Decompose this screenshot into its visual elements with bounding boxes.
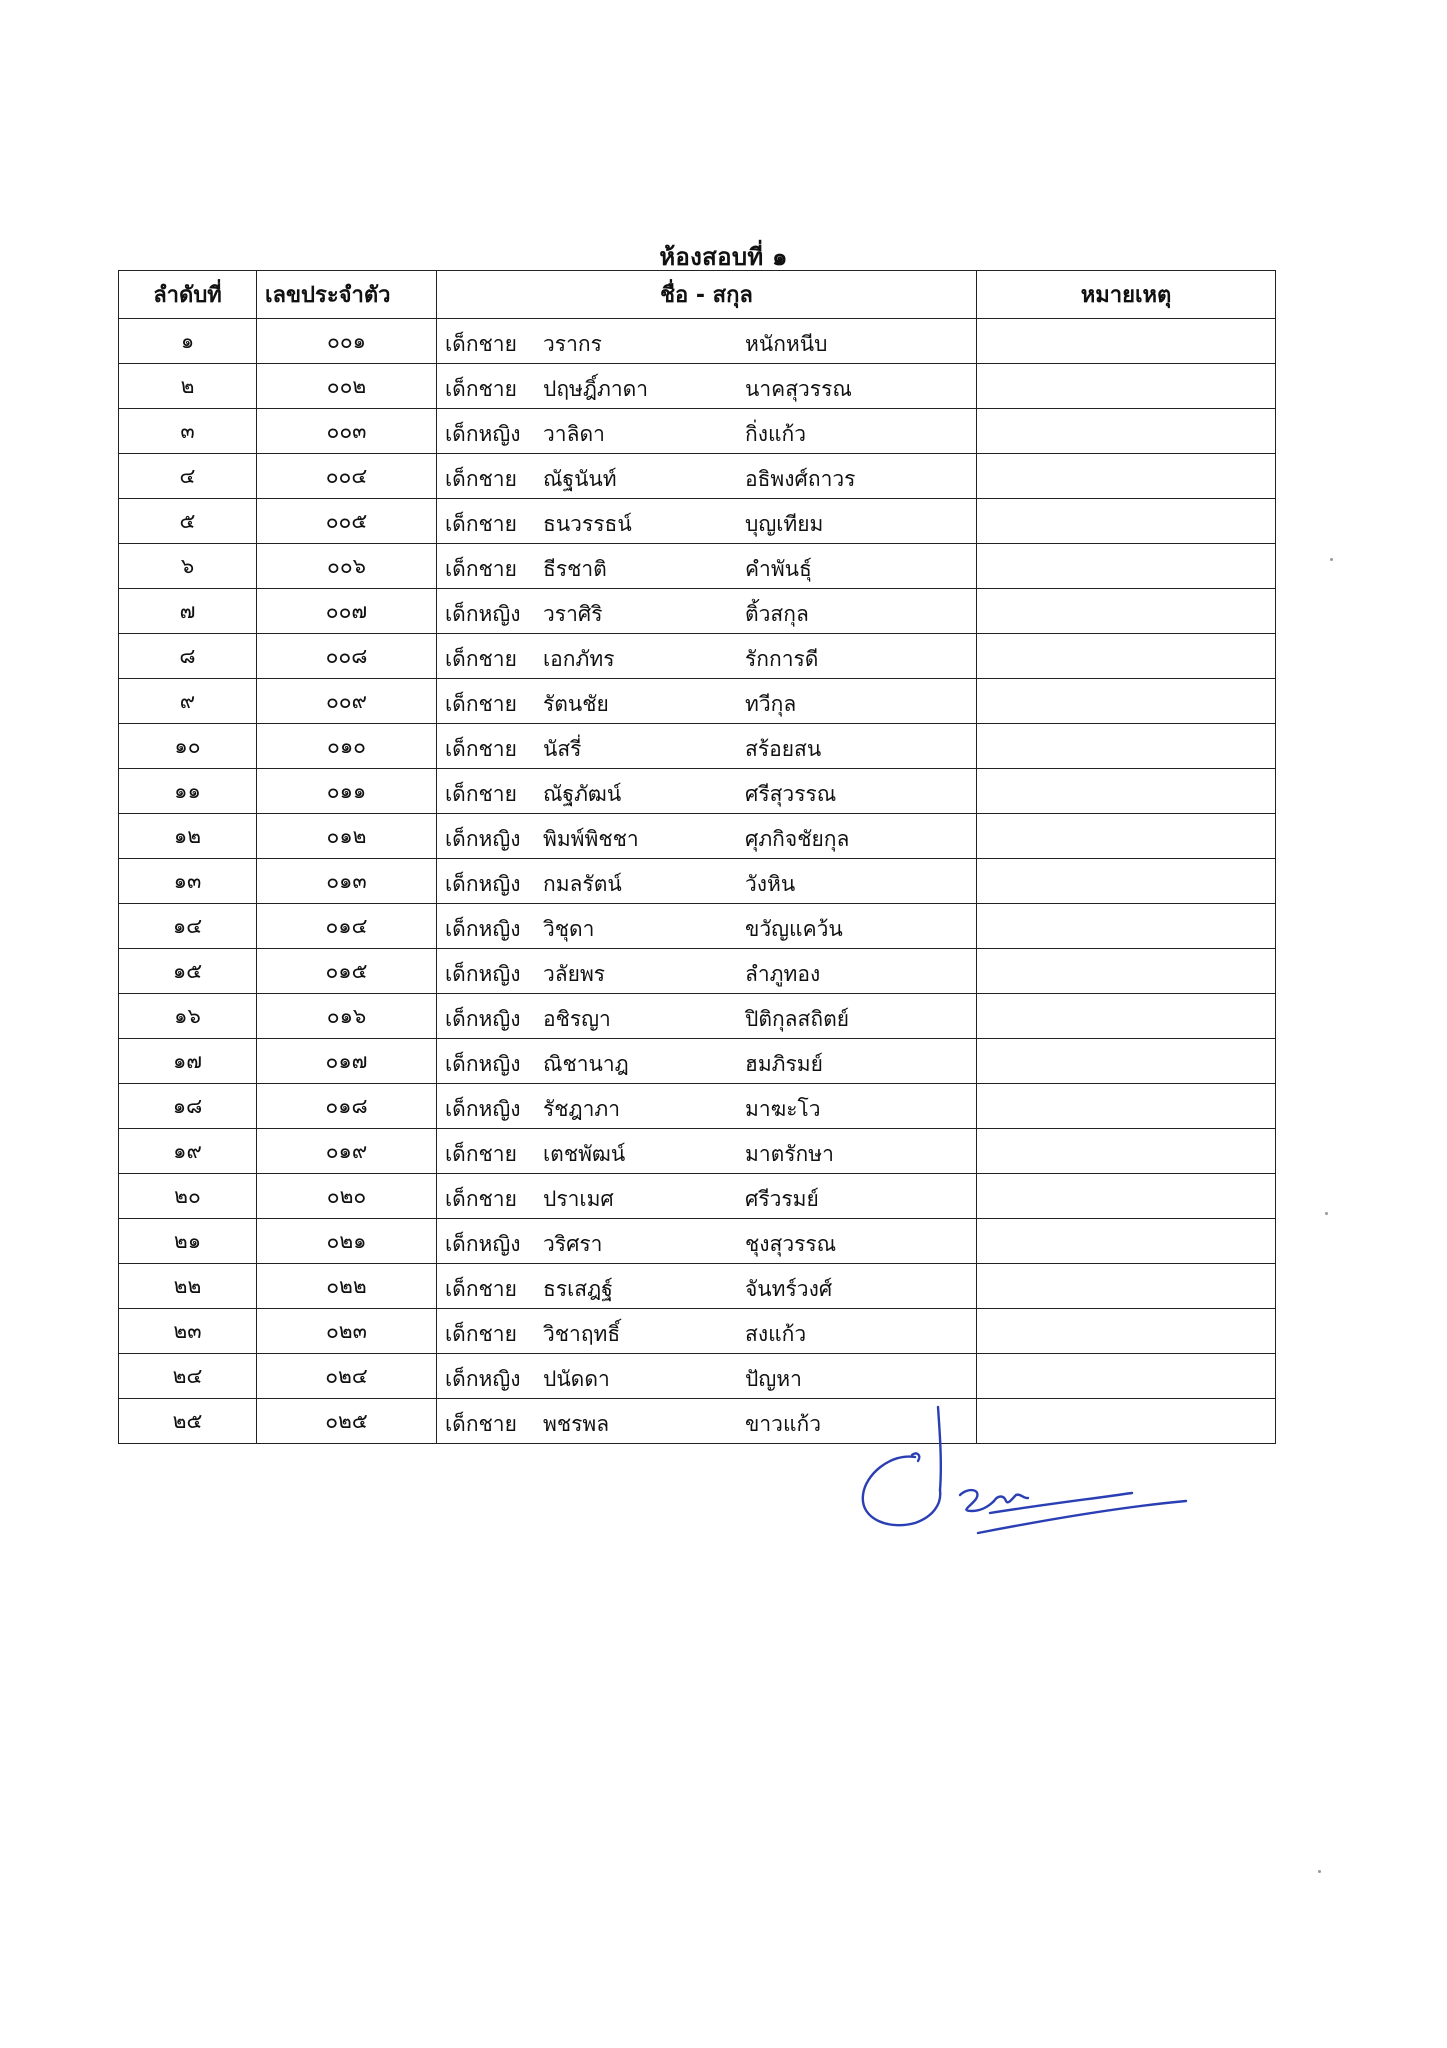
name-prefix: เด็กชาย [445,377,517,401]
last-name: มาตรักษา [745,1142,834,1166]
last-name: ทวีกุล [745,692,797,716]
student-id-cell: ๐๒๓ [257,1309,437,1354]
order-number-cell: ๑๓ [119,859,257,904]
first-name: ธนวรรธน์ [543,512,632,536]
order-number-cell: ๑๔ [119,904,257,949]
order-number-cell: ๕ [119,499,257,544]
student-id-cell: ๐๒๑ [257,1219,437,1264]
first-name: วิชุดา [543,917,595,941]
name-prefix: เด็กชาย [445,647,517,671]
order-number-cell: ๒๔ [119,1354,257,1399]
name-prefix: เด็กชาย [445,737,517,761]
order-number-cell: ๘ [119,634,257,679]
order-number-cell: ๑๐ [119,724,257,769]
last-name: มาฆะโว [745,1097,821,1121]
table-row [119,319,1276,364]
remarks-cell [977,1039,1276,1084]
last-name: ปัญหา [745,1367,802,1391]
first-name: ปนัดดา [543,1367,610,1391]
remarks-cell [977,1129,1276,1174]
order-number-cell: ๙ [119,679,257,724]
table-row [119,1129,1276,1174]
first-name: พชรพล [543,1412,610,1436]
scan-speck [1330,558,1333,561]
roster-body [119,319,1276,1444]
remarks-cell [977,1354,1276,1399]
name-prefix: เด็กหญิง [445,1052,521,1076]
order-number-cell: ๒๓ [119,1309,257,1354]
handwritten-signature [860,1395,1190,1545]
last-name: สร้อยสน [745,737,822,761]
student-id-cell: ๐๐๒ [257,364,437,409]
last-name: ติ้วสกุล [745,602,809,626]
order-number-cell: ๔ [119,454,257,499]
order-number-cell: ๑๑ [119,769,257,814]
first-name: รัชฎาภา [543,1097,621,1121]
full-name-cell [437,1129,977,1174]
name-prefix: เด็กชาย [445,512,517,536]
student-id-cell: ๐๑๔ [257,904,437,949]
student-id-cell: ๐๐๖ [257,544,437,589]
last-name: นาคสุวรรณ [745,377,852,401]
name-prefix: เด็กชาย [445,1322,517,1346]
remarks-cell [977,364,1276,409]
remarks-cell [977,814,1276,859]
remarks-cell [977,1309,1276,1354]
order-number-cell: ๑๒ [119,814,257,859]
student-id-cell: ๐๒๒ [257,1264,437,1309]
header-row [119,271,1276,319]
remarks-cell [977,634,1276,679]
full-name-cell [437,1309,977,1354]
last-name: ศรีสุวรรณ [745,782,837,806]
student-id-cell: ๐๐๔ [257,454,437,499]
full-name-cell [437,409,977,454]
table-row [119,1084,1276,1129]
remarks-cell [977,454,1276,499]
first-name: ปฤษฎิ์ภาดา [543,377,649,401]
full-name-cell [437,904,977,949]
table-row [119,364,1276,409]
student-roster-table [118,270,1276,1444]
remarks-cell [977,1219,1276,1264]
full-name-cell [437,1264,977,1309]
full-name-cell [437,679,977,724]
table-row [119,1309,1276,1354]
student-id-cell: ๐๑๗ [257,1039,437,1084]
remarks-cell [977,319,1276,364]
first-name: วราศิริ [543,602,603,626]
student-id-cell: ๐๑๙ [257,1129,437,1174]
last-name: สงแก้ว [745,1322,807,1346]
first-name: รัตนชัย [543,692,609,716]
first-name: ณัฐนันท์ [543,467,617,491]
student-id-cell: ๐๑๕ [257,949,437,994]
last-name: วังหิน [745,872,796,896]
order-number-cell: ๓ [119,409,257,454]
full-name-cell [437,1084,977,1129]
full-name-cell [437,724,977,769]
student-id-cell: ๐๒๔ [257,1354,437,1399]
remarks-cell [977,724,1276,769]
full-name-cell [437,499,977,544]
full-name-cell [437,1039,977,1084]
name-prefix: เด็กชาย [445,782,517,806]
name-prefix: เด็กหญิง [445,872,521,896]
table-row [119,904,1276,949]
full-name-cell [437,364,977,409]
remarks-cell [977,1084,1276,1129]
first-name: วลัยพร [543,962,606,986]
full-name-cell [437,814,977,859]
table-row [119,1354,1276,1399]
last-name: รักการดี [745,647,819,671]
full-name-cell [437,949,977,994]
header-remarks: หมายเหตุ [977,271,1276,319]
first-name: พิมพ์พิชชา [543,827,639,851]
last-name: กิ่งแก้ว [745,422,807,446]
last-name: จันทร์วงศ์ [745,1277,833,1301]
name-prefix: เด็กหญิง [445,1097,521,1121]
first-name: ธรเสฎฐ์ [543,1277,613,1301]
order-number-cell: ๒ [119,364,257,409]
order-number-cell: ๑๖ [119,994,257,1039]
order-number-cell: ๑๗ [119,1039,257,1084]
name-prefix: เด็กหญิง [445,917,521,941]
remarks-cell [977,769,1276,814]
name-prefix: เด็กชาย [445,1277,517,1301]
remarks-cell [977,994,1276,1039]
header-full-name: ชื่อ - สกุล [437,271,977,319]
name-prefix: เด็กชาย [445,1412,517,1436]
name-prefix: เด็กหญิง [445,827,521,851]
full-name-cell [437,589,977,634]
full-name-cell [437,859,977,904]
last-name: คำพันธุ์ [745,557,812,581]
page-title: ห้องสอบที่ ๑ [659,243,788,271]
order-number-cell: ๑ [119,319,257,364]
scan-speck [1318,1870,1321,1873]
student-id-cell: ๐๒๕ [257,1399,437,1444]
table-row [119,724,1276,769]
name-prefix: เด็กชาย [445,467,517,491]
full-name-cell [437,454,977,499]
student-id-cell: ๐๑๘ [257,1084,437,1129]
full-name-cell [437,1174,977,1219]
table-row [119,949,1276,994]
full-name-cell [437,319,977,364]
table-row [119,1219,1276,1264]
student-id-cell: ๐๐๘ [257,634,437,679]
remarks-cell [977,679,1276,724]
table-row [119,679,1276,724]
remarks-cell [977,499,1276,544]
last-name: ฮมภิรมย์ [745,1052,823,1076]
order-number-cell: ๒๕ [119,1399,257,1444]
table-row [119,1039,1276,1084]
full-name-cell [437,769,977,814]
table-row [119,544,1276,589]
last-name: ลำภูทอง [745,962,821,986]
name-prefix: เด็กชาย [445,1142,517,1166]
remarks-cell [977,589,1276,634]
last-name: ขาวแก้ว [745,1412,821,1436]
student-id-cell: ๐๑๑ [257,769,437,814]
first-name: ธีรชาติ [543,557,607,581]
name-prefix: เด็กหญิง [445,422,521,446]
last-name: ศุภกิจชัยกุล [745,827,850,851]
table-row [119,409,1276,454]
table-row [119,1174,1276,1219]
remarks-cell [977,859,1276,904]
last-name: บุญเทียม [745,512,824,536]
student-id-cell: ๐๒๐ [257,1174,437,1219]
remarks-cell [977,1174,1276,1219]
full-name-cell [437,634,977,679]
table-row [119,859,1276,904]
name-prefix: เด็กชาย [445,332,517,356]
full-name-cell [437,1354,977,1399]
full-name-cell [437,1219,977,1264]
first-name: กมลรัตน์ [543,872,622,896]
order-number-cell: ๗ [119,589,257,634]
first-name: ณิชานาฎ [543,1052,629,1076]
last-name: ศรีวรมย์ [745,1187,819,1211]
table-row [119,634,1276,679]
order-number-cell: ๒๐ [119,1174,257,1219]
remarks-cell [977,544,1276,589]
remarks-cell [977,1264,1276,1309]
table-row [119,589,1276,634]
scan-speck [1325,1212,1328,1215]
first-name: วาลิดา [543,422,605,446]
last-name: ขวัญแคว้น [745,917,843,941]
remarks-cell [977,409,1276,454]
table-row [119,454,1276,499]
header-order-number: ลำดับที่ [119,271,257,319]
student-id-cell: ๐๐๑ [257,319,437,364]
first-name: วรากร [543,332,602,356]
student-id-cell: ๐๐๙ [257,679,437,724]
table-row [119,814,1276,859]
header-student-id: เลขประจำตัว [257,271,437,319]
table-row [119,769,1276,814]
last-name: อธิพงศ์ถาวร [745,467,856,491]
name-prefix: เด็กหญิง [445,1232,521,1256]
name-prefix: เด็กชาย [445,1187,517,1211]
remarks-cell [977,949,1276,994]
order-number-cell: ๑๕ [119,949,257,994]
full-name-cell [437,994,977,1039]
first-name: วิชาฤทธิ์ [543,1322,621,1346]
name-prefix: เด็กหญิง [445,962,521,986]
order-number-cell: ๒๑ [119,1219,257,1264]
name-prefix: เด็กชาย [445,557,517,581]
first-name: เอกภัทร [543,647,615,671]
first-name: วริศรา [543,1232,603,1256]
first-name: นัสรี่ [543,737,582,761]
student-id-cell: ๐๑๒ [257,814,437,859]
name-prefix: เด็กชาย [445,692,517,716]
last-name: หนักหนีบ [745,332,828,356]
order-number-cell: ๑๙ [119,1129,257,1174]
first-name: อชิรญา [543,1007,611,1031]
last-name: ปิติกุลสถิตย์ [745,1007,850,1031]
student-id-cell: ๐๑๖ [257,994,437,1039]
student-id-cell: ๐๐๕ [257,499,437,544]
table-row [119,1264,1276,1309]
student-id-cell: ๐๐๗ [257,589,437,634]
last-name: ชุงสุวรรณ [745,1232,837,1256]
student-id-cell: ๐๐๓ [257,409,437,454]
first-name: เตชพัฒน์ [543,1142,626,1166]
order-number-cell: ๖ [119,544,257,589]
first-name: ณัฐภัฒน์ [543,782,622,806]
name-prefix: เด็กหญิง [445,1367,521,1391]
order-number-cell: ๒๒ [119,1264,257,1309]
name-prefix: เด็กหญิง [445,602,521,626]
first-name: ปราเมศ [543,1187,614,1211]
student-id-cell: ๐๑๐ [257,724,437,769]
order-number-cell: ๑๘ [119,1084,257,1129]
full-name-cell [437,544,977,589]
table-row [119,499,1276,544]
table-row [119,994,1276,1039]
name-prefix: เด็กหญิง [445,1007,521,1031]
student-id-cell: ๐๑๓ [257,859,437,904]
remarks-cell [977,904,1276,949]
